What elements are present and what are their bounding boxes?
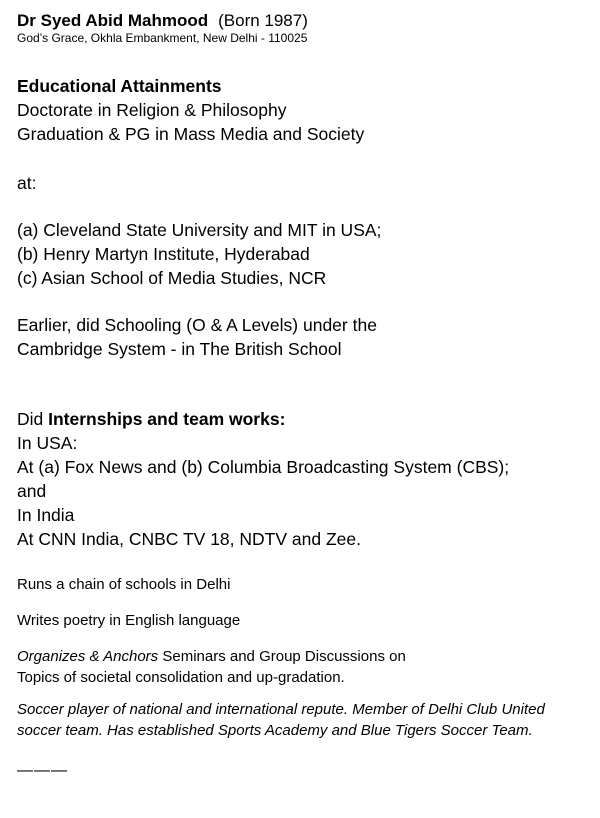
internships-section <box>17 407 592 551</box>
person-name: Dr Syed Abid Mahmood <box>17 11 209 30</box>
address: God’s Grace, Okhla Embankment, New Delhi - 110025 <box>17 31 308 45</box>
internship-line: In India <box>17 505 75 525</box>
institution-list <box>17 218 592 290</box>
schooling-paragraph <box>17 313 592 361</box>
internships-prefix: Did <box>17 409 49 429</box>
poetry-line: Writes poetry in English language <box>17 612 241 629</box>
internship-line: At (a) Fox News and (b) Columbia Broadcasting System (CBS); <box>17 457 510 477</box>
institution-item: (a) Cleveland State University and MIT in USA; <box>17 220 382 240</box>
education-line: Doctorate in Religion & Philosophy <box>17 100 287 120</box>
education-section <box>17 74 592 361</box>
institution-item: (b) Henry Martyn Institute, Hyderabad <box>17 244 310 264</box>
footer-dashes: ——— <box>17 762 68 779</box>
soccer-paragraph: Soccer player of national and international repute. Member of Delhi Club United soccer team. Has established Sports Academy and Blue Tigers Soccer Team. <box>17 701 545 739</box>
organizes-italic: Organizes & Anchors <box>17 648 159 665</box>
internship-line: and <box>17 481 47 501</box>
schooling-line: Cambridge System - in The British School <box>17 339 342 359</box>
organizes-paragraph <box>17 646 592 688</box>
birth-year: (Born 1987) <box>218 11 308 30</box>
organizes-rest: Seminars and Group Discussions on <box>158 648 406 665</box>
internships-heading: Internships and team works: <box>48 409 286 429</box>
at-label: at: <box>17 173 37 193</box>
profile-document <box>17 11 592 781</box>
organizes-line <box>17 646 592 667</box>
education-line: Graduation & PG in Mass Media and Society <box>17 124 365 144</box>
schools-line: Runs a chain of schools in Delhi <box>17 576 231 593</box>
internship-line: In USA: <box>17 433 78 453</box>
institution-item: (c) Asian School of Media Studies, NCR <box>17 268 327 288</box>
header <box>17 11 592 31</box>
schooling-line: Earlier, did Schooling (O & A Levels) under the <box>17 315 377 335</box>
education-heading: Educational Attainments <box>17 76 222 96</box>
internship-line: At CNN India, CNBC TV 18, NDTV and Zee. <box>17 529 361 549</box>
internships-heading-line <box>17 407 592 431</box>
organizes-line-2: Topics of societal consolidation and up-gradation. <box>17 669 345 686</box>
